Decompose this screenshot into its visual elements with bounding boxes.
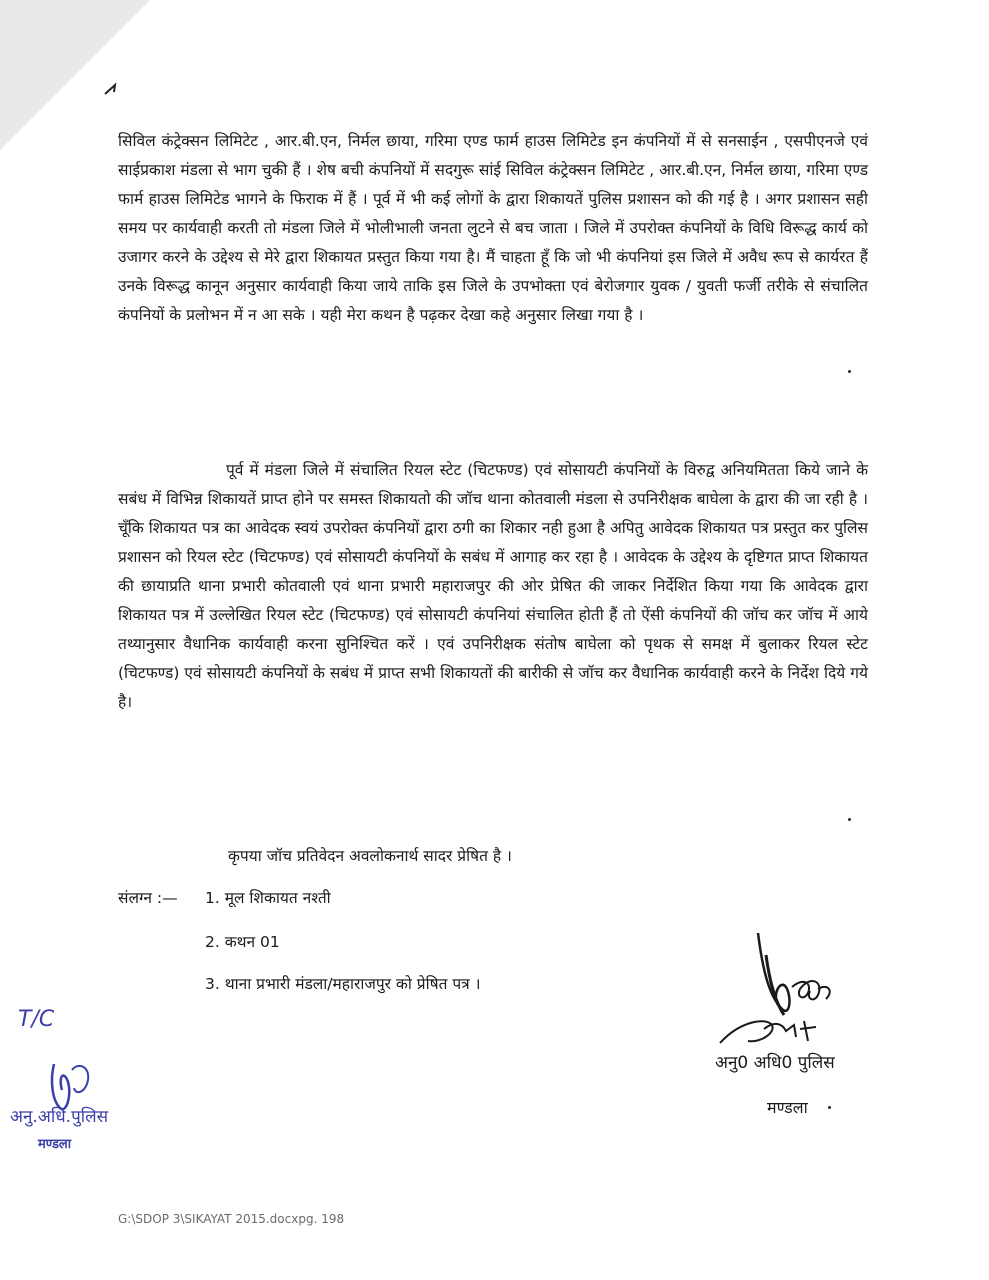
stamp-district: मण्डला xyxy=(38,1137,72,1152)
enclosure-item-1: 1. मूल शिकायत नश्ती xyxy=(205,889,331,907)
officer-signature xyxy=(700,925,900,1125)
speck xyxy=(848,818,851,821)
tc-annotation: T/C xyxy=(18,1007,55,1032)
speck xyxy=(828,1106,831,1109)
enclosure-item-2: 2. कथन 01 xyxy=(205,933,280,951)
letter-paragraph-1: सिविल कंट्रेक्सन लिमिटेट , आर.बी.एन, निर्मल छाया, गरिमा एण्ड फार्म हाउस लिमिटेड इन कंपनियों में से सनसाईन , एसपीएनजे एवं साईप्रकाश मंडला से भाग चुकी हैं । शेष बची कंपनियों में सदगुरू सांई सिविल कंट्रेक्सन लिमिटेट , आर.बी.एन, निर्मल छाया, गरिमा एण्ड फार्म हाउस लिमिटेड भागने के फिराक में हैं । पूर्व में भी कई लोगों के द्वारा शिकायतें पुलिस प्रशासन को की गई है । अगर प्रशासन सही समय पर कार्यवाही करती तो मंडला जिले में भोलीभाली जनता लुटने से बच जाता । जिले में उपरोक्त कंपनियों के विधि विरूद्ध कार्य को उजागर करने के उद्देश्य से मेरे द्वारा शिकायत प्रस्तुत किया गया है। मैं चाहता हूँ कि जो भी कंपनियां इस जिले में अवैध रूप से कार्यरत हैं उनके विरूद्ध कानून अनुसार कार्यवाही किया जाये ताकि इस जिले के उपभोक्ता एवं बेरोजगार युवक / युवती फर्जी तरीके से संचालित कंपनियों के प्रलोभन में न आ सके । यही मेरा कथन है पढ़कर देखा कहे अनुसार लिखा गया है । xyxy=(118,132,868,324)
officer-district: मण्डला xyxy=(767,1098,808,1117)
officer-designation: अनु0 अधि0 पुलिस xyxy=(715,1053,835,1073)
request-line: कृपया जॉच प्रतिवेदन अवलोकनार्थ सादर प्रेषित है । xyxy=(228,847,512,865)
speck xyxy=(848,370,851,373)
enclosures-label: संलग्न :— xyxy=(118,889,178,907)
enclosure-item-3: 3. थाना प्रभारी मंडला/महाराजपुर को प्रेषित पत्र । xyxy=(205,975,481,993)
pen-tick-mark xyxy=(103,82,119,98)
file-path-footer: G:\SDOP 3\SIKAYAT 2015.docxpg. 198 xyxy=(118,1212,345,1226)
stamp-signature xyxy=(6,1000,176,1160)
stamp-designation: अनु.अधि.पुलिस xyxy=(10,1107,109,1127)
letter-paragraph-2: पूर्व में मंडला जिले में संचालित रियल स्टेट (चिटफण्ड) एवं सोसायटी कंपनियों के विरुद्व अनियमितता किये जाने के सबंध में विभिन्न शिकायतें प्राप्त होने पर समस्त शिकायतो की जॉच थाना कोतवाली मंडला से उपनिरीक्षक बाघेला के द्वारा की जा रही है । चूँकि शिकायत पत्र का आवेदक स्वयं उपरोक्त कंपनियों द्वारा ठगी का शिकार नही हुआ है अपितु आवेदक शिकायत पत्र प्रस्तुत कर पुलिस प्रशासन को रियल स्टेट (चिटफण्ड) एवं सोसायटी कंपनियों के सबंध में आगाह कर रहा है । आवेदक के उद्देश्य के दृष्टिगत प्राप्त शिकायत की छायाप्रति थाना प्रभारी कोतवाली एवं थाना प्रभारी महाराजपुर की ओर प्रेषित की जाकर निर्देशित किया गया कि आवेदक द्वारा शिकायत पत्र में उल्लेखित रियल स्टेट (चिटफण्ड) एवं सोसायटी कंपनियां संचालित होती हैं तो ऐंसी कंपनियों की जॉच कर जॉच में आये तथ्यानुसार वैधानिक कार्यवाही करना सुनिश्चित करें । एवं उपनिरीक्षक संतोष बाघेला को पृथक से समक्ष में बुलाकर रियल स्टेट (चिटफण्ड) एवं सोसायटी कंपनियों के सबंध में प्राप्त सभी शिकायतों की बारीकी से जॉच कर वैधानिक कार्यवाही करने के निर्देश दिये गये है। xyxy=(118,461,868,711)
